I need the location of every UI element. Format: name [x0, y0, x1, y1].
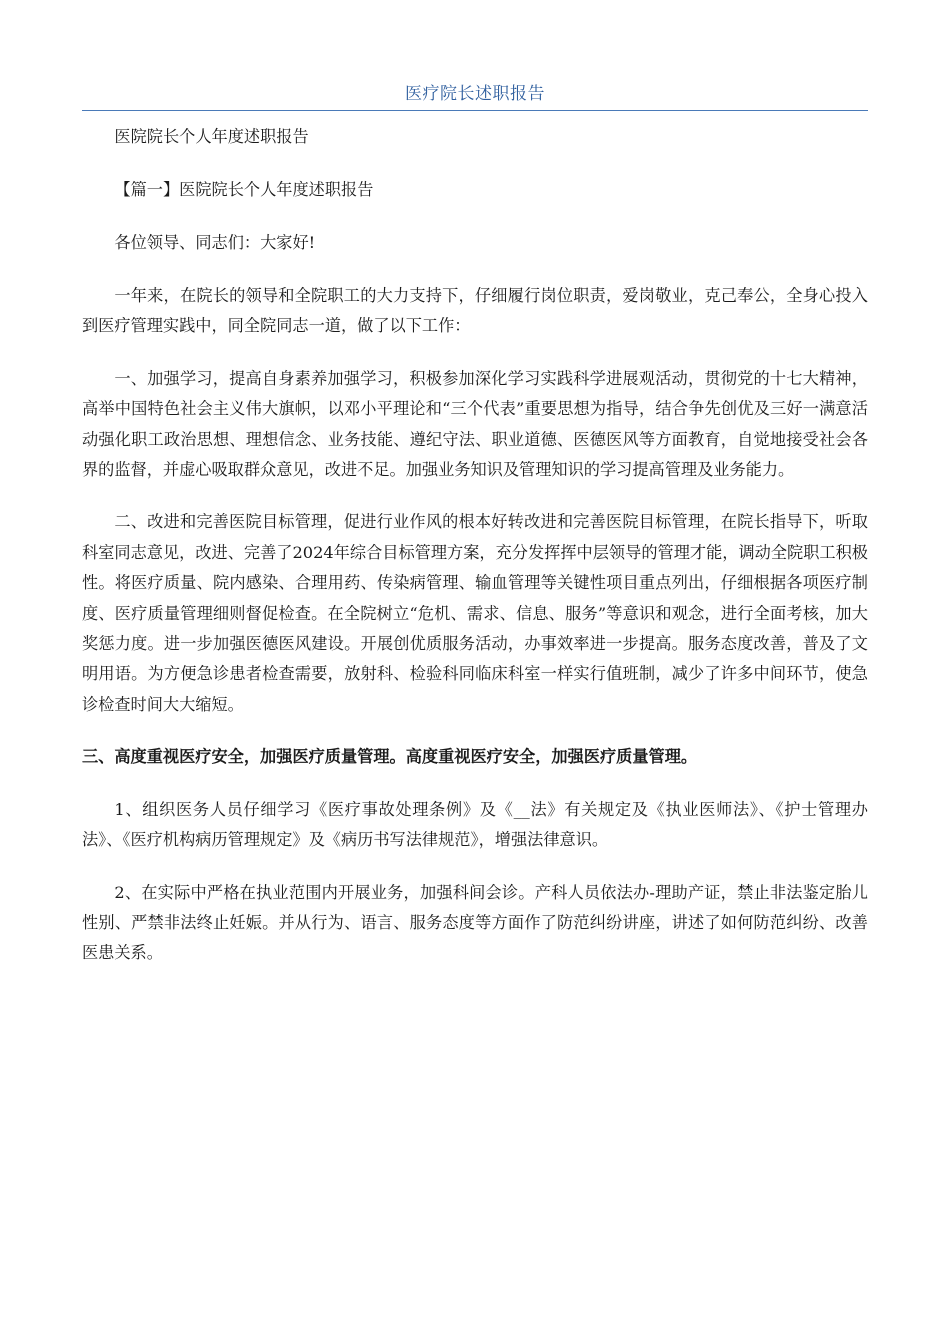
item-two-paragraph: 2、在实际中严格在执业范围内开展业务，加强科间会诊。产科人员依法办-理助产证，禁止非法鉴定胎儿性别、严禁非法终止妊娠。并从行为、语言、服务态度等方面作了防范纠纷讲座，讲述了如何防范纠纷、改善医患关系。	[82, 882, 868, 963]
header-title: 医疗院长述职报告	[405, 84, 545, 104]
report-subtitle: 医院院长个人年度述职报告	[114, 127, 309, 146]
point-three-heading: 三、高度重视医疗安全，加强医疗质量管理。高度重视医疗安全，加强医疗质量管理。	[82, 747, 698, 767]
section-title: 【篇一】医院院长个人年度述职报告	[114, 180, 374, 199]
document-body	[82, 122, 868, 991]
item-one-paragraph: 1、组织医务人员仔细学习《医疗事故处理条例》及《__法》有关规定及《执业医师法》、《护士管理办法》、《医疗机构病历管理规定》及《病历书写法律规范》，增强法律意识。	[82, 799, 868, 850]
greeting: 各位领导、同志们：大家好!	[114, 233, 316, 252]
point-one-paragraph: 一、加强学习，提高自身素养加强学习，积极参加深化学习实践科学进展观活动，贯彻党的十七大精神，高举中国特色社会主义伟大旗帜，以邓小平理论和“三个代表”重要思想为指导，结合争先创优及三好一满意活动强化职工政治思想、理想信念、业务技能、遵纪守法、职业道德、医德医风等方面教育，自觉地接受社会各界的监督，并虚心吸取群众意见，改进不足。加强业务知识及管理知识的学习提高管理及业务能力。	[82, 368, 868, 480]
intro-paragraph: 一年来，在院长的领导和全院职工的大力支持下，仔细履行岗位职责，爱岗敬业，克己奉公，全身心投入到医疗管理实践中，同全院同志一道，做了以下工作：	[82, 286, 868, 336]
page-header	[82, 80, 868, 111]
point-two-paragraph: 二、改进和完善医院目标管理，促进行业作风的根本好转改进和完善医院目标管理，在院长指导下，听取科室同志意见，改进、完善了2024年综合目标管理方案，充分发挥挥中层领导的管理才能，调动全院职工积极性。将医疗质量、院内感染、合理用药、传染病管理、输血管理等关键性项目重点列出，仔细根据各项医疗制度、医疗质量管理细则督促检查。在全院树立“危机、需求、信息、服务”等意识和观念，进行全面考核，加大奖惩力度。进一步加强医德医风建设。开展创优质服务活动，办事效率进一步提高。服务态度改善，普及了文明用语。为方便急诊患者检查需要，放射科、检验科同临床科室一样实行值班制，减少了许多中间环节，使急诊检查时间大大缩短。	[82, 512, 868, 714]
